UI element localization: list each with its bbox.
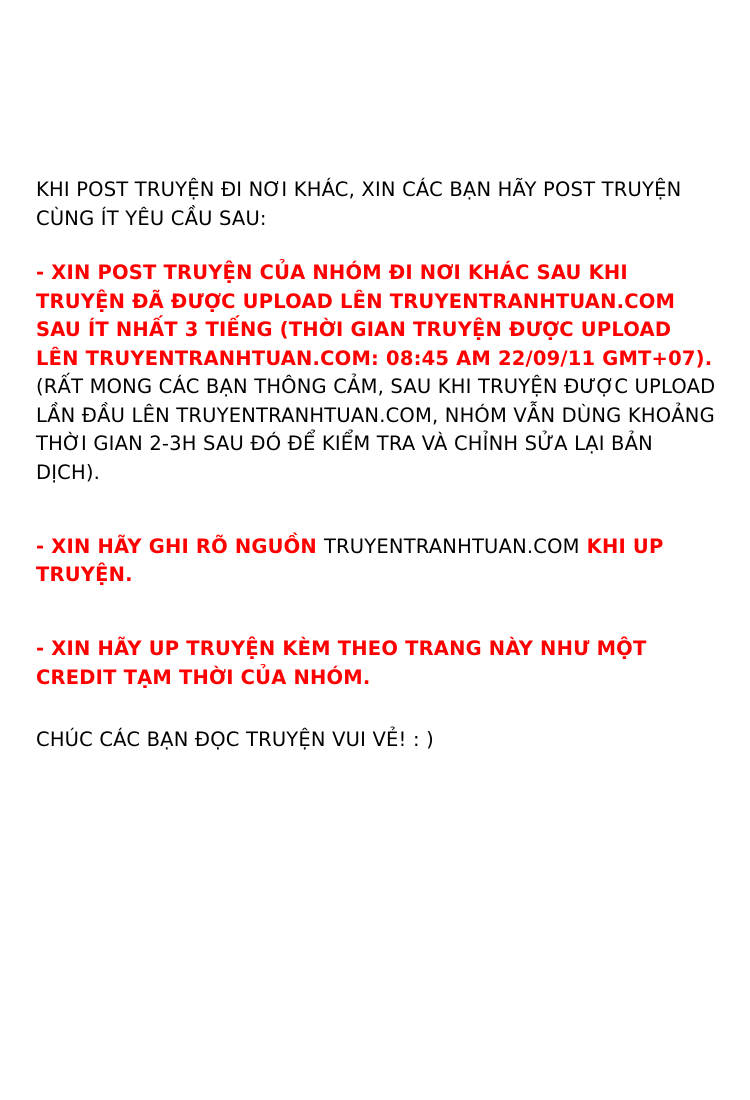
spacer [36,233,720,259]
rule-2-site-name: TRUYENTRANHTUAN.COM [323,534,580,558]
rule-2-tail: KHI UP TRUYỆN. [36,534,664,586]
rule-3-paragraph: - XIN HÃY UP TRUYỆN KÈM THEO TRANG NÀY NHƯ MỘT CREDIT TẠM THỜI CỦA NHÓM. [36,637,647,689]
rule-2-lead: - XIN HÃY GHI RÕ NGUỒN [36,534,324,558]
rule-1-paragraph: - XIN POST TRUYỆN CỦA NHÓM ĐI NƠI KHÁC SAU KHI TRUYỆN ĐÃ ĐƯỢC UPLOAD LÊN TRUYENTRANHTUAN.COM SAU ÍT NHẤT 3 TIẾNG (THỜI GIAN TRUYỆN ĐƯỢC UPLOAD LÊN TRUYENTRANHTUAN.COM: 08:45 AM 22/09/11 GMT+07). [36,261,713,370]
spacer [36,487,720,513]
rule-2-paragraph [36,533,720,590]
spacer [36,609,720,635]
spacer [36,692,720,726]
closing-paragraph: CHÚC CÁC BẠN ĐỌC TRUYỆN VUI VẺ! : ) [36,728,434,751]
rule-1-note-paragraph: (RẤT MONG CÁC BẠN THÔNG CẢM, SAU KHI TRUYỆN ĐƯỢC UPLOAD LẦN ĐẦU LÊN TRUYENTRANHTUAN.COM, NHÓM VẪN DÙNG KHOẢNG THỜI GIAN 2-3H SAU ĐÓ ĐỂ KIỂM TRA VÀ CHỈNH SỬA LẠI BẢN DỊCH). [36,375,716,484]
intro-paragraph: KHI POST TRUYỆN ĐI NƠI KHÁC, XIN CÁC BẠN HÃY POST TRUYỆN CÙNG ÍT YÊU CẦU SAU: [36,178,682,230]
notice-text-block [36,176,720,755]
